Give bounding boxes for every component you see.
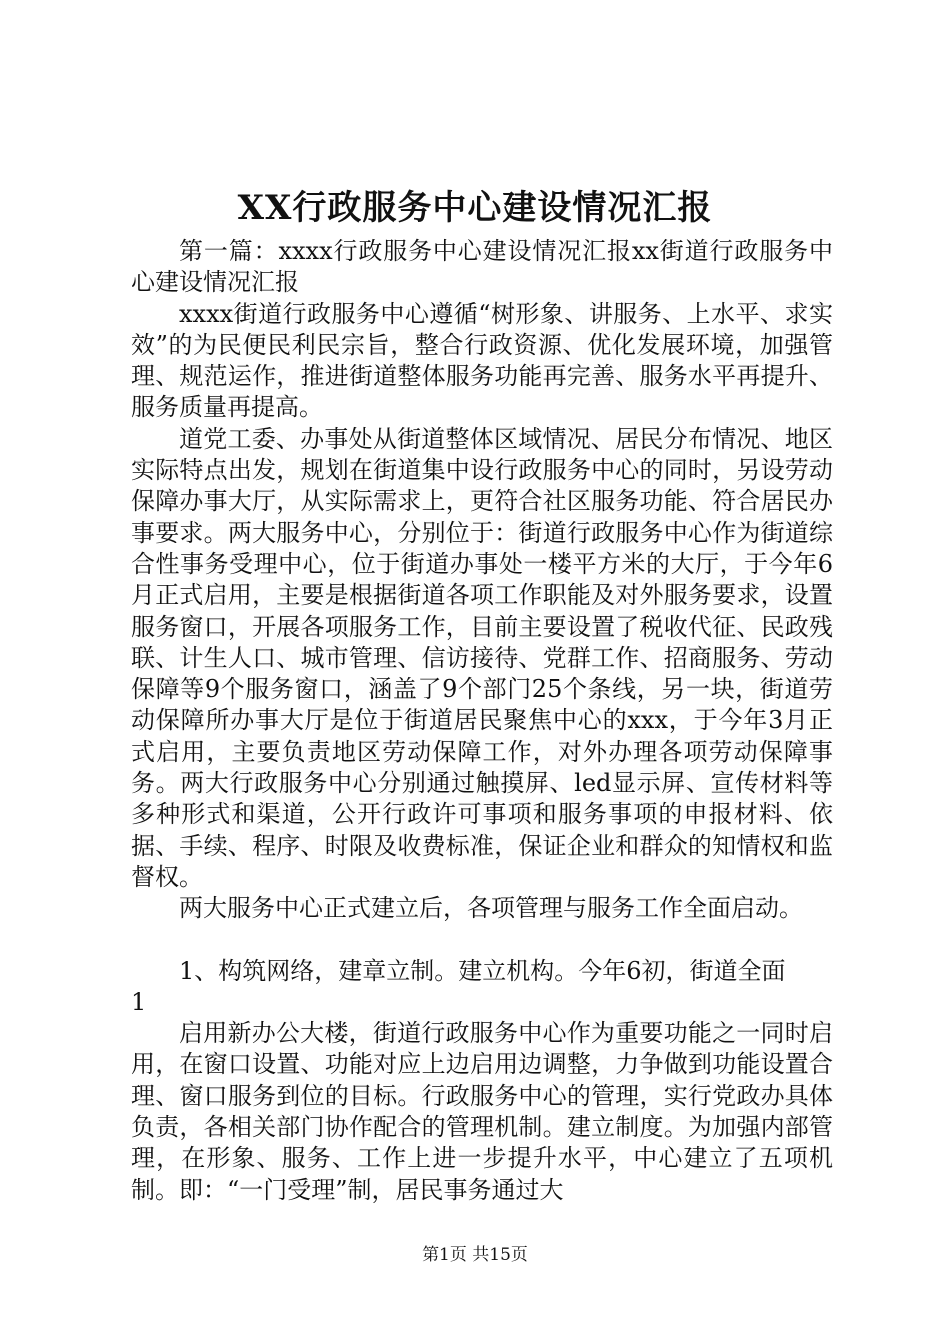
paragraph-1: 第一篇：xxxx行政服务中心建设情况汇报xx街道行政服务中心建设情况汇报 (131, 237, 833, 297)
document-title: XX行政服务中心建设情况汇报 (237, 188, 713, 228)
paragraph-4: 两大服务中心正式建立后，各项管理与服务工作全面启动。 (179, 894, 803, 923)
paragraph-3: 道党工委、办事处从街道整体区域情况、居民分布情况、地区实际特点出发，规划在街道集中设行政服务中心的同时，另设劳动保障办事大厅，从实际需求上，更符合社区服务功能、符合居民办事要求。两大服务中心，分别位于：街道行政服务中心作为街道综合性事务受理中心，位于街道办事处一楼平方米的大厅，于今年6月正式启用，主要是根据街道各项工作职能及对外服务要求，设置服务窗口，开展各项服务工作，目前主要设置了税收代征、民政残联、计生人口、城市管理、信访接待、党群工作、招商服务、劳动保障等9个服务窗口，涵盖了9个部门25个条线，另一块，街道劳动保障所办事大厅是位于街道居民聚焦中心的xxx，于今年3月正式启用，主要负责地区劳动保障工作，对外办理各项劳动保障事务。两大行政服务中心分别通过触摸屏、led显示屏、宣传材料等多种形式和渠道，公开行政许可事项和服务事项的申报材料、依据、手续、程序、时限及收费标准，保证企业和群众的知情权和监督权。 (131, 424, 833, 891)
document-body (131, 236, 833, 1206)
page-footer: 第1页 共15页 (422, 1245, 528, 1265)
paragraph-5: 1、构筑网络，建章立制。建立机构。今年6初，街道全面 (179, 956, 786, 985)
paragraph-2: xxxx街道行政服务中心遵循“树形象、讲服务、上水平、求实效”的为民便民利民宗旨，整合行政资源、优化发展环境，加强管理、规范运作，推进街道整体服务功能再完善、服务水平再提升、服务质量再提高。 (131, 299, 833, 422)
page-break-number: 1 (131, 987, 147, 1016)
paragraph-6: 启用新办公大楼，街道行政服务中心作为重要功能之一同时启用，在窗口设置、功能对应上边启用边调整，力争做到功能设置合理、窗口服务到位的目标。行政服务中心的管理，实行党政办具体负责，各相关部门协作配合的管理机制。建立制度。为加强内部管理，在形象、服务、工作上进一步提升水平，中心建立了五项机制。即：“一门受理”制，居民事务通过大 (131, 1019, 833, 1204)
